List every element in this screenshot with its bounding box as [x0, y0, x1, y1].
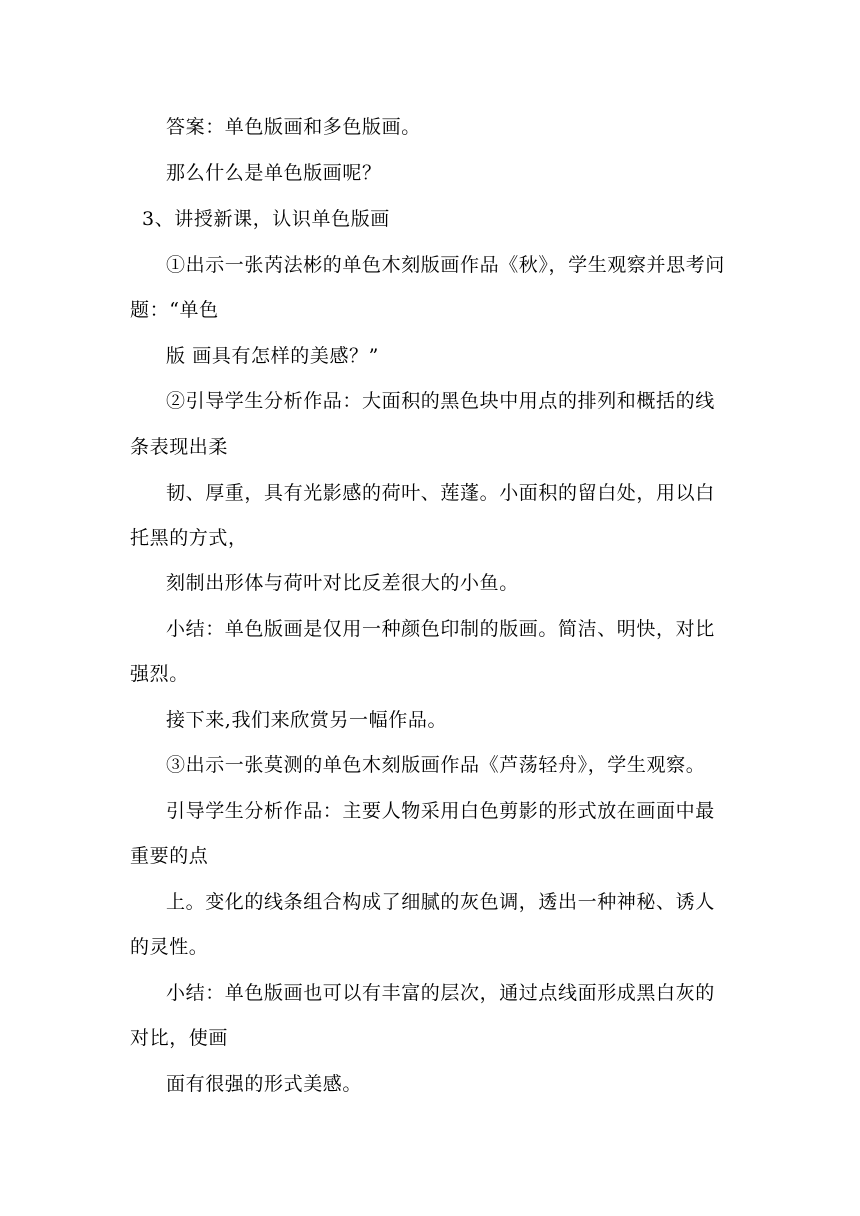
text-line-question: 那么什么是单色版画呢？ — [166, 162, 382, 184]
text-line-summary: 小结：单色版画也可以有丰富的层次，通过点线面形成黑白灰的 — [166, 982, 715, 1004]
text-line: 题：“单色 — [130, 299, 219, 321]
text-line: 托黑的方式， — [130, 527, 248, 549]
text-line: 韧、厚重，具有光影感的荷叶、莲蓬。小面积的留白处，用以白 — [166, 482, 715, 504]
text-line: 面有很强的形式美感。 — [166, 1073, 363, 1095]
text-line-summary: 小结：单色版画是仅用一种颜色印制的版画。简洁、明快，对比 — [166, 618, 715, 640]
text-line: 引导学生分析作品：主要人物采用白色剪影的形式放在画面中最 — [166, 800, 715, 822]
text-line: 的灵性。 — [130, 936, 209, 958]
text-line: 强烈。 — [130, 663, 189, 685]
text-line: 刻制出形体与荷叶对比反差很大的小鱼。 — [166, 572, 519, 594]
text-line: ①出示一张芮法彬的单色木刻版画作品《秋》，学生观察并思考问 — [166, 254, 725, 276]
text-line: 接下来,我们来欣赏另一幅作品。 — [166, 709, 448, 731]
text-line-answer: 答案：单色版画和多色版画。 — [166, 116, 421, 138]
text-line: 条表现出柔 — [130, 436, 229, 458]
text-line: ②引导学生分析作品：大面积的黑色块中用点的排列和概括的线 — [166, 390, 715, 412]
text-line: 对比，使画 — [130, 1027, 229, 1049]
text-line: 上。变化的线条组合构成了细腻的灰色调，透出一种神秘、诱人 — [166, 891, 715, 913]
text-line: 重要的点 — [130, 845, 209, 867]
text-line: 版 画具有怎样的美感？” — [166, 345, 379, 367]
section-heading: 3、讲授新课，认识单色版画 — [142, 208, 390, 230]
text-line: ③出示一张莫测的单色木刻版画作品《芦荡轻舟》，学生观察。 — [166, 754, 706, 776]
